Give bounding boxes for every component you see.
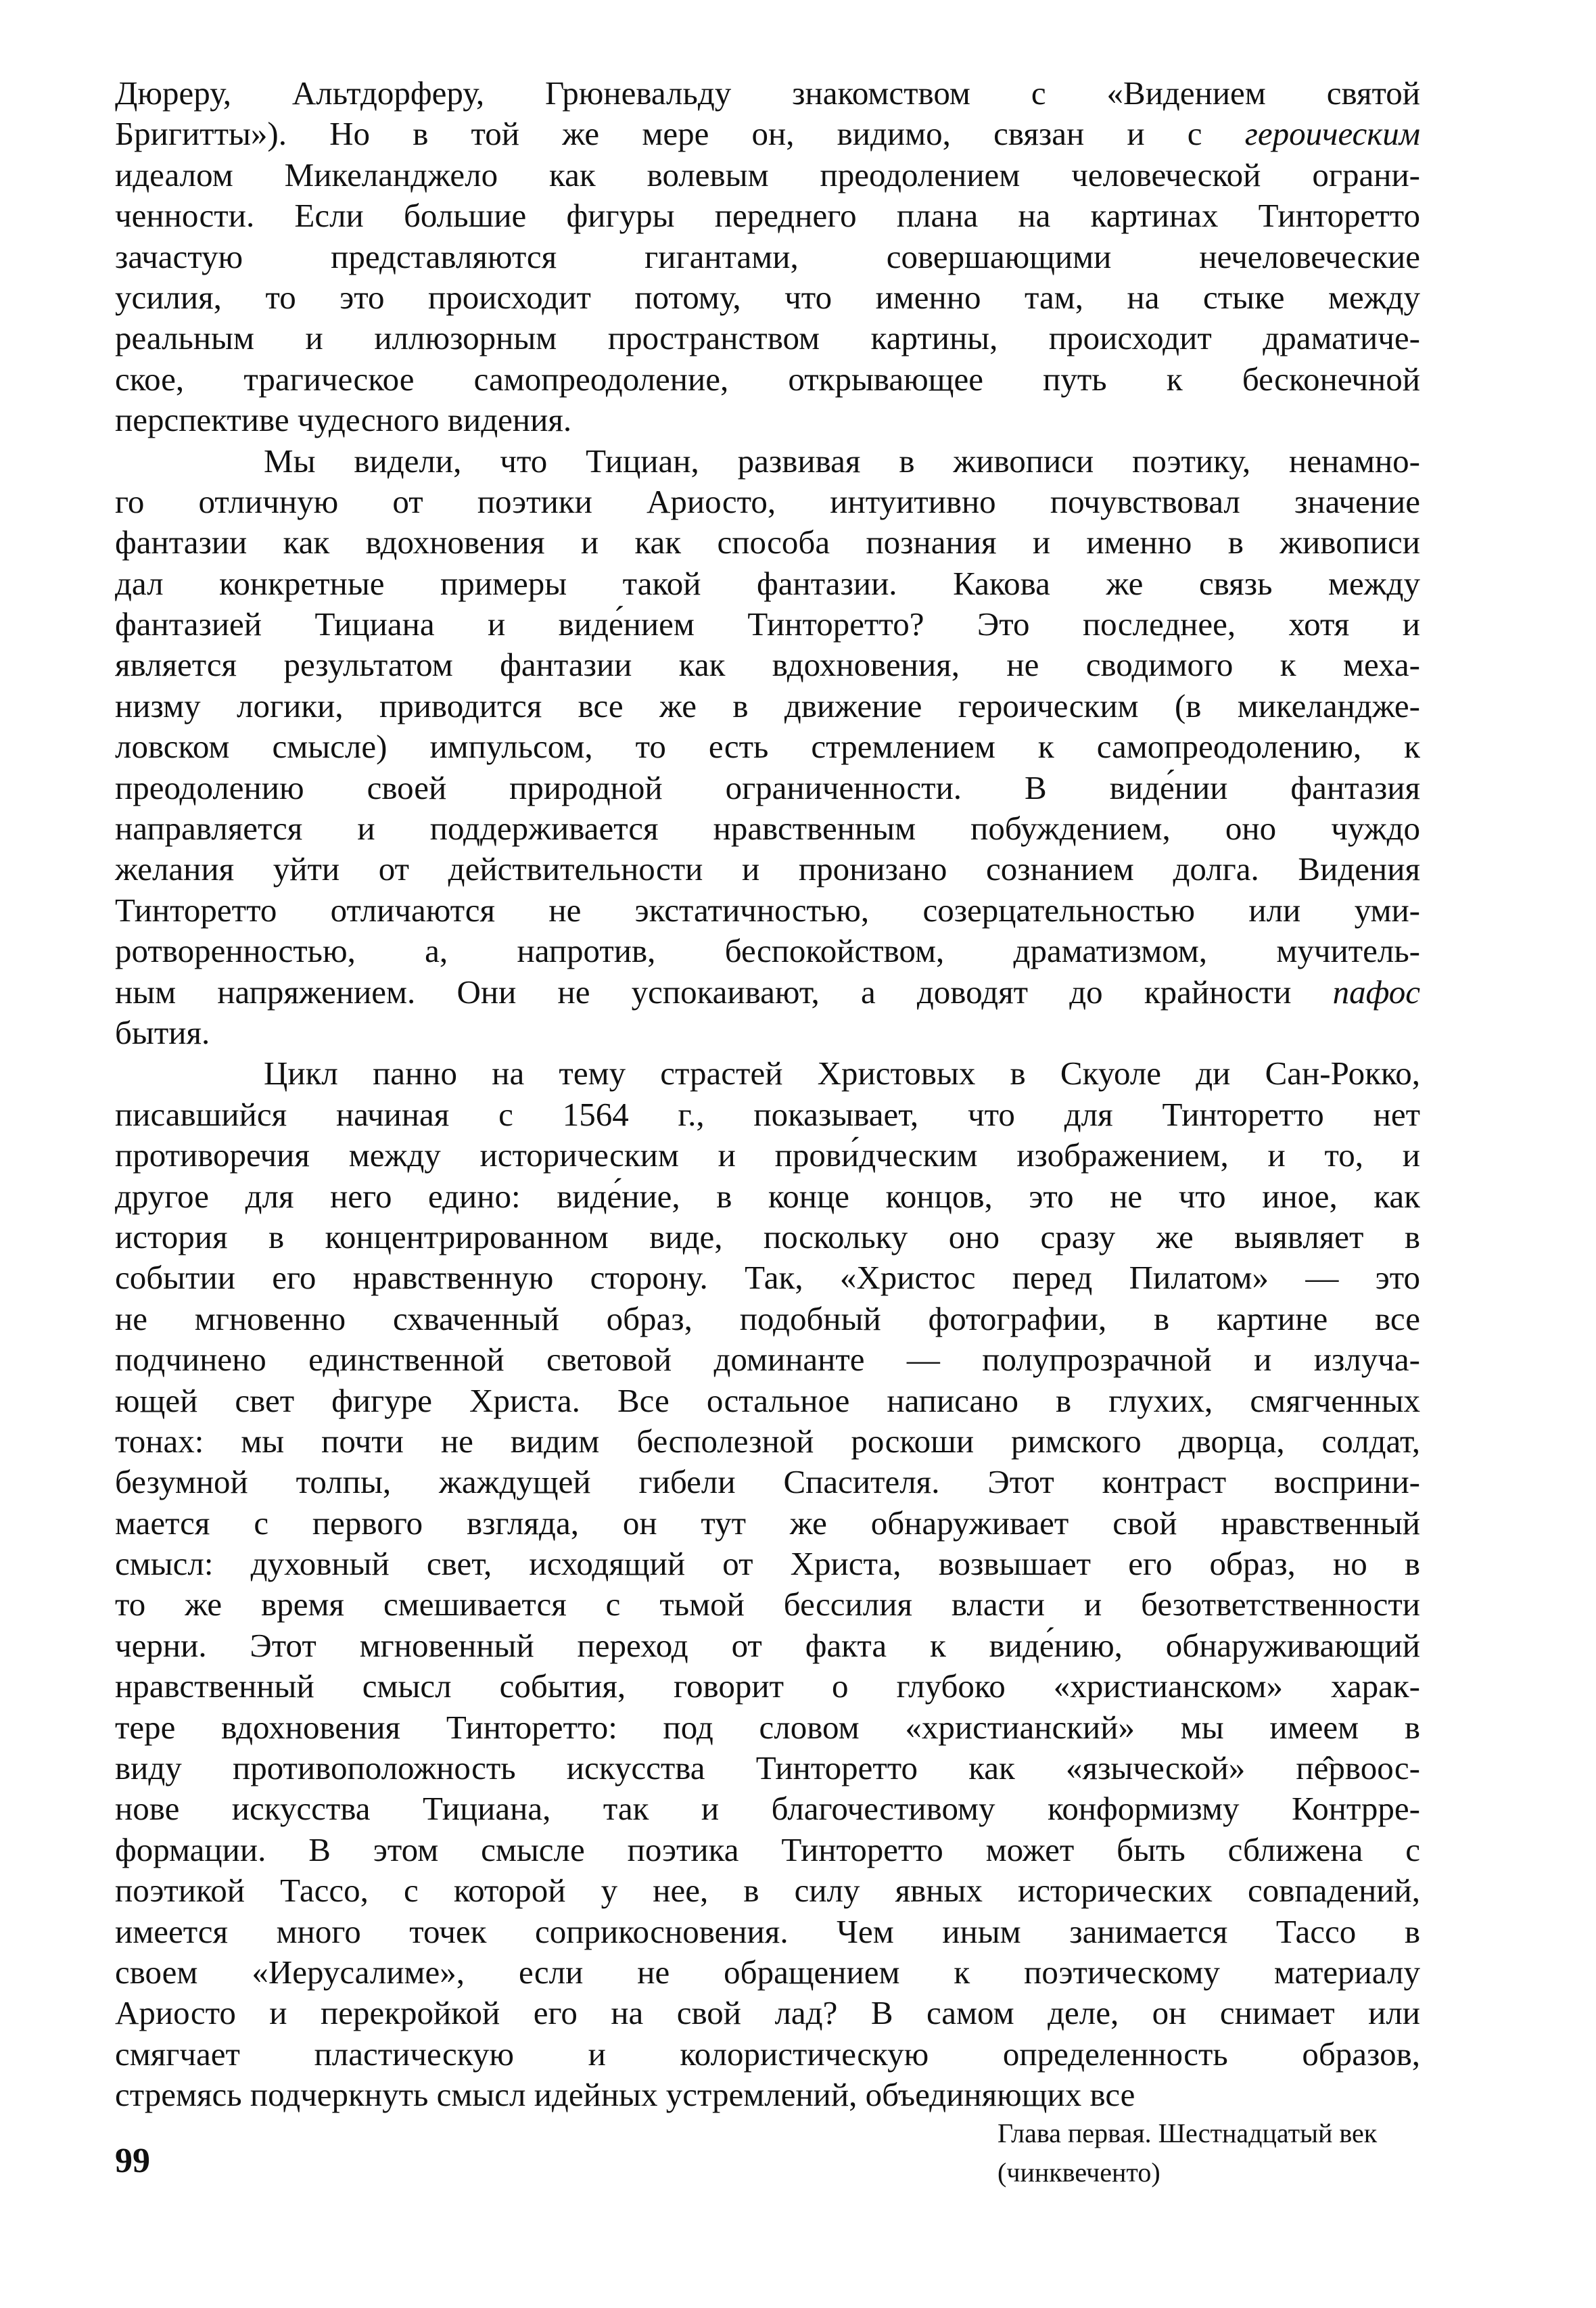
text-line: формации. В этом смысле поэтика Тинторетто может быть сближена с [115, 1830, 1420, 1868]
text-line: идеалом Микеланджело как волевым преодолением человеческой ограни- [115, 156, 1420, 193]
text-line: зачастую представляются гигантами, совершающими нечеловеческие [115, 237, 1420, 275]
text-line: ловском смысле) импульсом, то есть стремлением к самопреодолению, к [115, 728, 1420, 766]
text-line: своем «Иерусалиме», если не обращением к поэтическому материалу [115, 1953, 1420, 1991]
text-line: не мгновенно схваченный образ, подобный фотографии, в картине все [115, 1299, 1420, 1337]
text-line: имеется много точек соприкосновения. Чем иным занимается Тассо в [115, 1912, 1420, 1950]
text-line: перспективе чудесного видения. [115, 401, 572, 439]
text-line: ным напряжением. Они не успокаивают, а доводят до крайности пафос [115, 973, 1420, 1011]
text-line: тонах: мы почти не видим бесполезной роскоши римского дворца, солдат, [115, 1422, 1420, 1460]
text-line: направляется и поддерживается нравственным побуждением, оно чуждо [115, 810, 1420, 848]
page-footer [115, 2114, 1501, 2209]
text-line: ротворенностью, а, напротив, беспокойством, драматизмом, мучитель- [115, 932, 1420, 970]
text-line: безумной толпы, жаждущей гибели Спасителя. Этот контраст восприни- [115, 1463, 1420, 1501]
text-line: стремясь подчеркнуть смысл идейных устремлений, объединяющих все [115, 2076, 1135, 2114]
text-line: противоречия между историческим и прови́дческим изображением, и то, и [115, 1136, 1420, 1174]
paragraph [115, 441, 1420, 1054]
text-line: Дюреру, Альтдорферу, Грюневальду знакомством с «Видением святой [115, 74, 1420, 112]
text-line: усилия, то это происходит потому, что именно там, на стыке между [115, 278, 1420, 316]
text-line: история в концентрированном виде, поскольку оно сразу же выявляет в [115, 1218, 1420, 1255]
text-line: подчинено единственной световой доминанте — полупрозрачной и излуча- [115, 1341, 1420, 1379]
text-line: черни. Этот мгновенный переход от факта к виде́нию, обнаруживающий [115, 1626, 1420, 1664]
text-line: виду противоположность искусства Тинторетто как «языческой» пе̂рвоос- [115, 1749, 1420, 1787]
text-line: Цикл панно на тему страстей Христовых в Скуоле ди Сан-Рокко, [264, 1055, 1420, 1092]
text-line: Тинторетто отличаются не экстатичностью, созерцательностью или уми- [115, 891, 1420, 929]
text-line: го отличную от поэтики Ариосто, интуитивно почувствовал значение [115, 482, 1420, 520]
page-number: 99 [115, 2142, 150, 2180]
text-line: писавшийся начиная с 1564 г., показывает, что для Тинторетто нет [115, 1095, 1420, 1133]
text-line: поэтикой Тассо, с которой у нее, в силу явных исторических совпадений, [115, 1872, 1420, 1910]
text-line: ющей свет фигуре Христа. Все остальное написано в глухих, смягченных [115, 1381, 1420, 1419]
page-body [115, 73, 1420, 2116]
text-line: Бригитты»). Но в той же мере он, видимо, связан и с героическим [115, 115, 1420, 153]
text-line: ское, трагическое самопреодоление, открывающее путь к бесконечной [115, 360, 1420, 398]
paragraph [115, 73, 1420, 441]
running-head [998, 2114, 1377, 2192]
text-line: нравственный смысл события, говорит о глубоко «христианском» харак- [115, 1667, 1420, 1705]
text-line: смысл: духовный свет, исходящий от Христа, возвышает его образ, но в [115, 1545, 1420, 1583]
text-line: другое для него едино: виде́ние, в конце концов, это не что иное, как [115, 1177, 1420, 1215]
text-line: фантазией Тициана и виде́нием Тинторетто? Это последнее, хотя и [115, 605, 1420, 643]
text-line: бытия. [115, 1013, 210, 1051]
text-line: ченности. Если большие фигуры переднего плана на картинах Тинторетто [115, 197, 1420, 235]
text-line: преодолению своей природной ограниченности. В виде́нии фантазия [115, 768, 1420, 806]
text-line: желания уйти от действительности и пронизано сознанием долга. Видения [115, 850, 1420, 888]
text-line: нове искусства Тициана, так и благочестивому конформизму Контрре- [115, 1790, 1420, 1828]
running-head-chapter: Глава первая. Шестнадцатый век [998, 2118, 1378, 2148]
text-line: то же время смешивается с тьмой бессилия власти и безответственности [115, 1586, 1420, 1623]
text-line: тере вдохновения Тинторетто: под словом «христианский» мы имеем в [115, 1708, 1420, 1746]
text-line: дал конкретные примеры такой фантазии. Какова же связь между [115, 564, 1420, 602]
text-line: Мы видели, что Тициан, развивая в живописи поэтику, ненамно- [264, 442, 1420, 480]
running-head-subtitle: (чинквеченто) [998, 2157, 1160, 2188]
text-line: Ариосто и перекройкой его на свой лад? В самом деле, он снимает или [115, 1994, 1420, 2032]
text-line: фантазии как вдохновения и как способа познания и именно в живописи [115, 524, 1420, 561]
paragraph [115, 1053, 1420, 2115]
text-line: смягчает пластическую и колористическую определенность образов, [115, 2035, 1420, 2073]
text-line: мается с первого взгляда, он тут же обнаруживает свой нравственный [115, 1504, 1420, 1542]
text-line: реальным и иллюзорным пространством картины, происходит драматиче- [115, 319, 1420, 357]
text-line: является результатом фантазии как вдохновения, не сводимого к меха- [115, 646, 1420, 684]
text-line: событии его нравственную сторону. Так, «Христос перед Пилатом» — это [115, 1259, 1420, 1297]
text-line: низму логики, приводится все же в движение героическим (в микеландже- [115, 687, 1420, 724]
